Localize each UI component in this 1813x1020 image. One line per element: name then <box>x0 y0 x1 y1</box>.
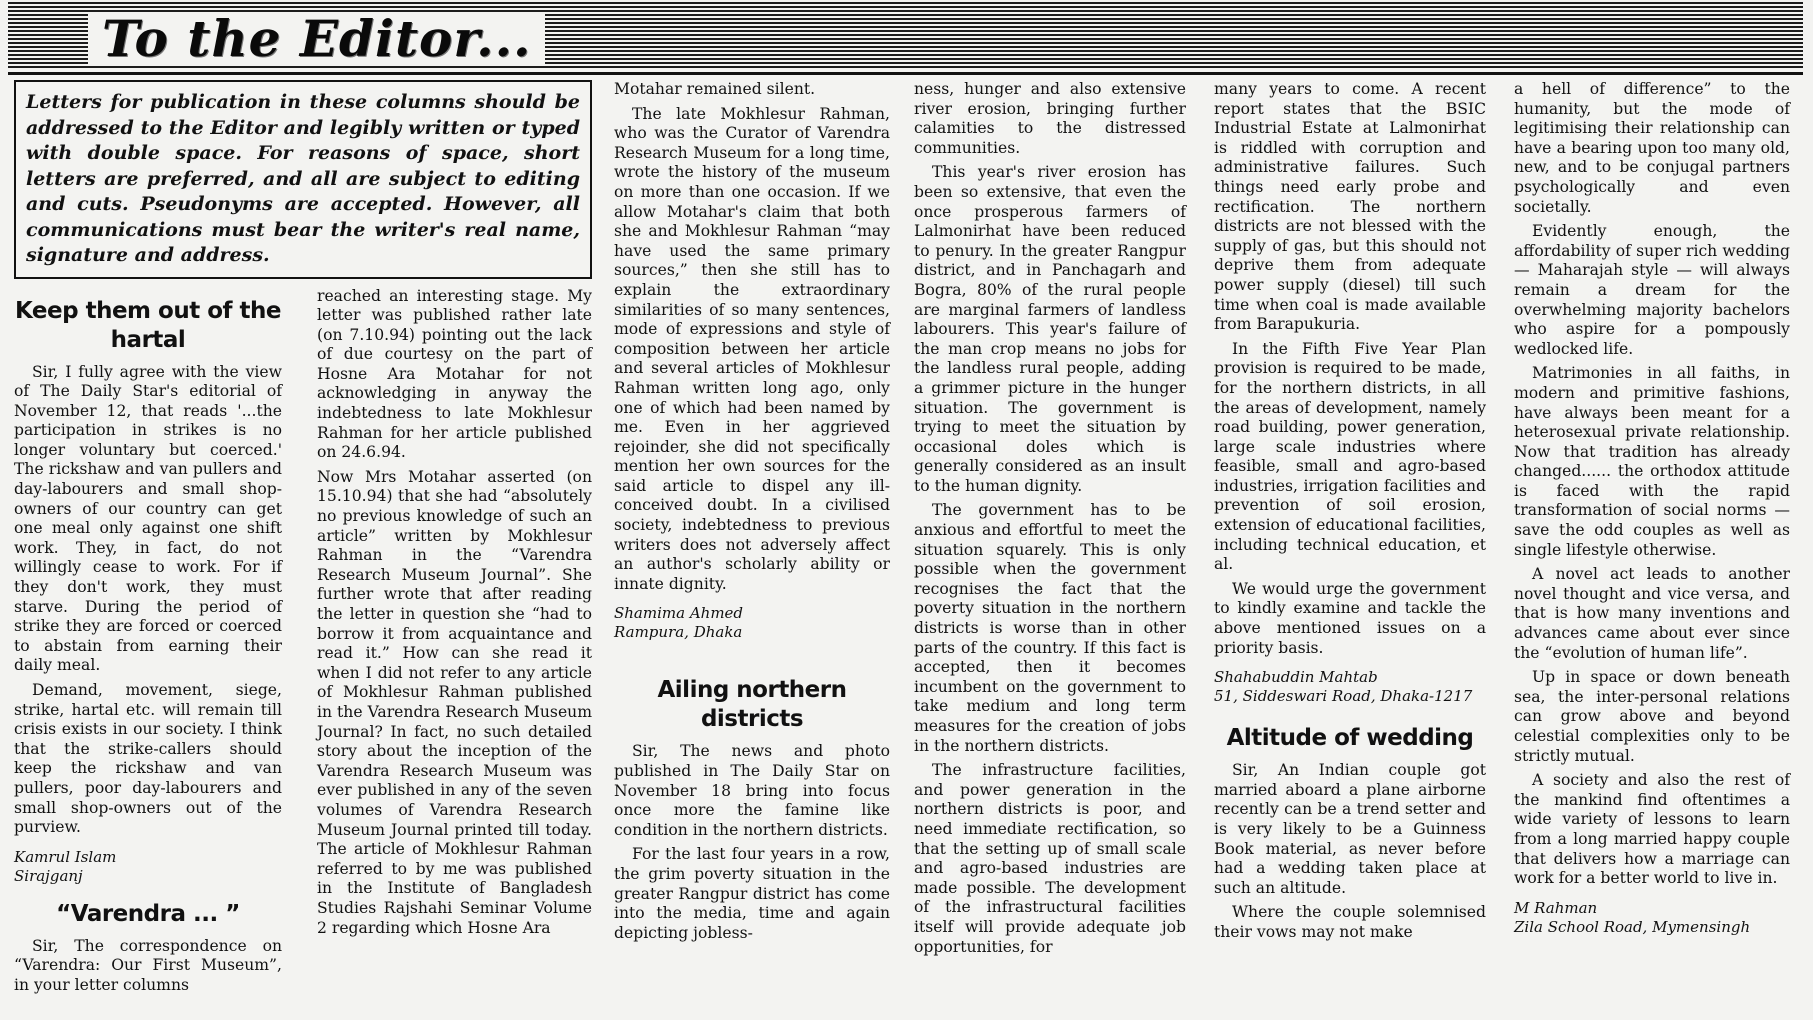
paragraph: This year's river erosion has been so extensive, that even the once prosperous farmers of Lalmonirhat have been reduced to penury. In the greater Rangpur district, and in Panchagarh and Bogra, 80% of the rural people are marginal farmers of landless labourers. This year's failure of the man crop means no jobs for the landless rural people, adding a grimmer picture in the hunger situation. The government is trying to meet the situation by occasional doles which is generally considered as an insult to the human dignity. <box>914 163 1186 495</box>
paragraph: Demand, movement, siege, strike, hartal etc. will remain till crisis exists in our society. I think that the strike-callers should keep the rickshaw and van pullers, poor day-labourers and small shop-owners out of the purview. <box>14 681 282 837</box>
signature-name: M Rahman <box>1514 898 1598 917</box>
signature <box>614 604 890 642</box>
signature-place: Rampura, Dhaka <box>614 623 743 642</box>
paragraph: The government has to be anxious and effortful to meet the situation squarely. This is only possible when the government recognises the fact that the poverty situation in the northern districts is worse than in other parts of the country. If this fact is accepted, then it becomes incumbent on the government to take medium and long term measures for the creation of jobs in the northern districts. <box>914 501 1186 755</box>
paragraph: Sir, I fully agree with the view of The Daily Star's editorial of November 12, that reads '...the participation in strikes is no longer voluntary but coerced.' The rickshaw and van pullers and day-labourers and small shop-owners of our country can get one meal only against one shift work. They, in fact, do not willingly cease to work. For if they don't work, they must starve. During the period of strike they are forced or coerced to abstain from earning their daily meal. <box>14 362 282 675</box>
signature <box>1514 899 1790 937</box>
paragraph: many years to come. A recent report states that the BSIC Industrial Estate at Lalmonirhat is riddled with corruption and administrative failures. Such things need early probe and rectification. The northern districts are not blessed with the supply of gas, but this should not deprive them from adequate power supply (diesel) till such time when coal is made available from Barapukuria. <box>1214 80 1486 334</box>
masthead-title: To the Editor... <box>88 12 545 66</box>
paragraph: ness, hunger and also extensive river erosion, bringing further calamities to the distressed communities. <box>914 80 1186 157</box>
paragraph: reached an interesting stage. My letter was published rather late (on 7.10.94) pointing out the lack of due courtesy on the part of Hosne Ara Motahar for not acknowledging in anyway the indebtedness to late Mokhlesur Rahman for her article published on 24.6.94. <box>317 286 592 462</box>
paragraph: Motahar remained silent. <box>614 80 816 98</box>
paragraph: For the last four years in a row, the grim poverty situation in the greater Rangpur district has come into the media, time and again depicting jobless- <box>614 845 890 942</box>
masthead-rule <box>8 72 1803 75</box>
paragraph: Up in space or down beneath sea, the inter-personal relations can grow above and beyond celestial complexities only to be strictly mutual. <box>1514 668 1790 765</box>
paragraph: In the Fifth Five Year Plan provision is required to be made, for the northern districts, in all the areas of development, namely road building, power generation, large scale industries where feasible, small and agro-based industries, irrigation facilities and prevention of soil erosion, extension of educational facilities, including technical education, et al. <box>1214 339 1486 574</box>
editor-notice: Letters for publication in these columns should be addressed to the Editor and legibly written or typed with double space. For reasons of space, short letters are preferred, and all are subject to editing and cuts. Pseudonyms are accepted. However, all communications must bear the writer's real name, signature and address. <box>14 80 592 279</box>
paragraph: Matrimonies in all faiths, in modern and primitive fashions, have always been meant for a heterosexual private relationship. Now that tradition has already changed...... the orthodox attitude is faced with the rapid transformation of social norms — save the odd couples as well as single lifestyle otherwise. <box>1514 364 1790 559</box>
paragraph: The late Mokhlesur Rahman, who was the Curator of Varendra Research Museum for a long time, wrote the history of the museum on more than one occasion. If we allow Motahar's claim that both she and Mokhlesur Rahman “may have used the same primary sources,” then she still has to explain the extraordinary similarities of so many sentences, mode of expressions and style of composition between her article and several articles of Mokhlesur Rahman written long ago, only one of which had been named by me. Even in her aggrieved rejoinder, she did not specifically mention her own sources for the said article to dispel any ill-conceived doubt. In a civilised society, indebtedness to previous writers does not adversely affect an author's scholarly ability or innate dignity. <box>614 104 890 593</box>
column-6 <box>1514 80 1790 951</box>
headline-hartal: Keep them out of the hartal <box>15 297 281 353</box>
paragraph: Sir, An Indian couple got married aboard a plane airborne recently can be a trend setter and is very likely to be a Guinness Book material, as never before had a wedding taken place at such an altitude. <box>1214 761 1486 897</box>
paragraph: Evidently enough, the affordability of super rich wedding — Maharajah style — will always remain a dream for the overwhelming majority bachelors who aspire for a pompously wedlocked life. <box>1514 222 1790 358</box>
column-3 <box>614 80 890 948</box>
masthead <box>8 2 1803 68</box>
signature-place: Sirajganj <box>14 866 83 885</box>
column-1-body <box>14 289 282 1001</box>
headline-varendra: “Varendra ... ” <box>56 900 240 927</box>
paragraph: We would urge the government to kindly examine and tackle the above mentioned issues on a priority basis. <box>1214 579 1486 657</box>
signature <box>14 848 282 886</box>
signature-name: Shamima Ahmed <box>614 604 744 623</box>
signature-place: 51, Siddeswari Road, Dhaka-1217 <box>1214 687 1473 706</box>
signature-name: Kamrul Islam <box>14 847 117 866</box>
headline-ailing-districts: Ailing northern districts <box>657 677 847 733</box>
signature <box>1214 668 1486 706</box>
column-4 <box>914 80 1186 962</box>
paragraph: a hell of difference” to the humanity, but the mode of legitimising their relationship can have a bearing upon too many old, new, and to be conjugal partners psychologically and even societally. <box>1514 80 1790 216</box>
column-5 <box>1214 80 1486 948</box>
paragraph: Sir, The correspondence on “Varendra: Our First Museum”, in your letter columns <box>14 936 282 994</box>
paragraph: A society and also the rest of the mankind find oftentimes a wide variety of lessons to learn from a long married happy couple that delivers how a marriage can work for a better world to live in. <box>1514 771 1790 888</box>
column-2 <box>317 287 592 944</box>
signature-place: Zila School Road, Mymensingh <box>1514 917 1751 936</box>
paragraph: Now Mrs Motahar asserted (on 15.10.94) that she had “absolutely no previous knowledge of such an article” written by Mokhlesur Rahman in the “Varendra Research Museum Journal”. She further wrote that after reading the letter in question she “had to borrow it from acquaintance and read it.” How can she read it when I did not refer to any article of Mokhlesur Rahman published in the Varendra Research Museum Journal? In fact, no such detailed story about the inception of the Varendra Research Museum was ever published in any of the seven volumes of Varendra Research Museum Journal printed till today. The article of Mokhlesur Rahman referred to by me was published in the Institute of Bangladesh Studies Rajshahi Seminar Volume 2 regarding which Hosne Ara <box>317 467 592 937</box>
column-1 <box>14 80 592 1001</box>
paragraph: Sir, The news and photo published in The Daily Star on November 18 bring into focus once more the famine like condition in the northern districts. <box>614 742 890 839</box>
paragraph: The infrastructure facilities, and power generation in the northern districts is poor, and need immediate rectification, so that the setting up of small scale and agro-based industries are made possible. The development of the infrastructural facilities itself will provide adequate job opportunities, for <box>914 761 1186 956</box>
headline-altitude-wedding: Altitude of wedding <box>1226 725 1474 752</box>
signature-name: Shahabuddin Mahtab <box>1214 668 1378 687</box>
paragraph: Where the couple solemnised their vows may not make <box>1214 903 1486 941</box>
paragraph: A novel act leads to another novel thought and vice versa, and that is how many inventions and advances came about ever since the “evolution of human life”. <box>1514 565 1790 662</box>
